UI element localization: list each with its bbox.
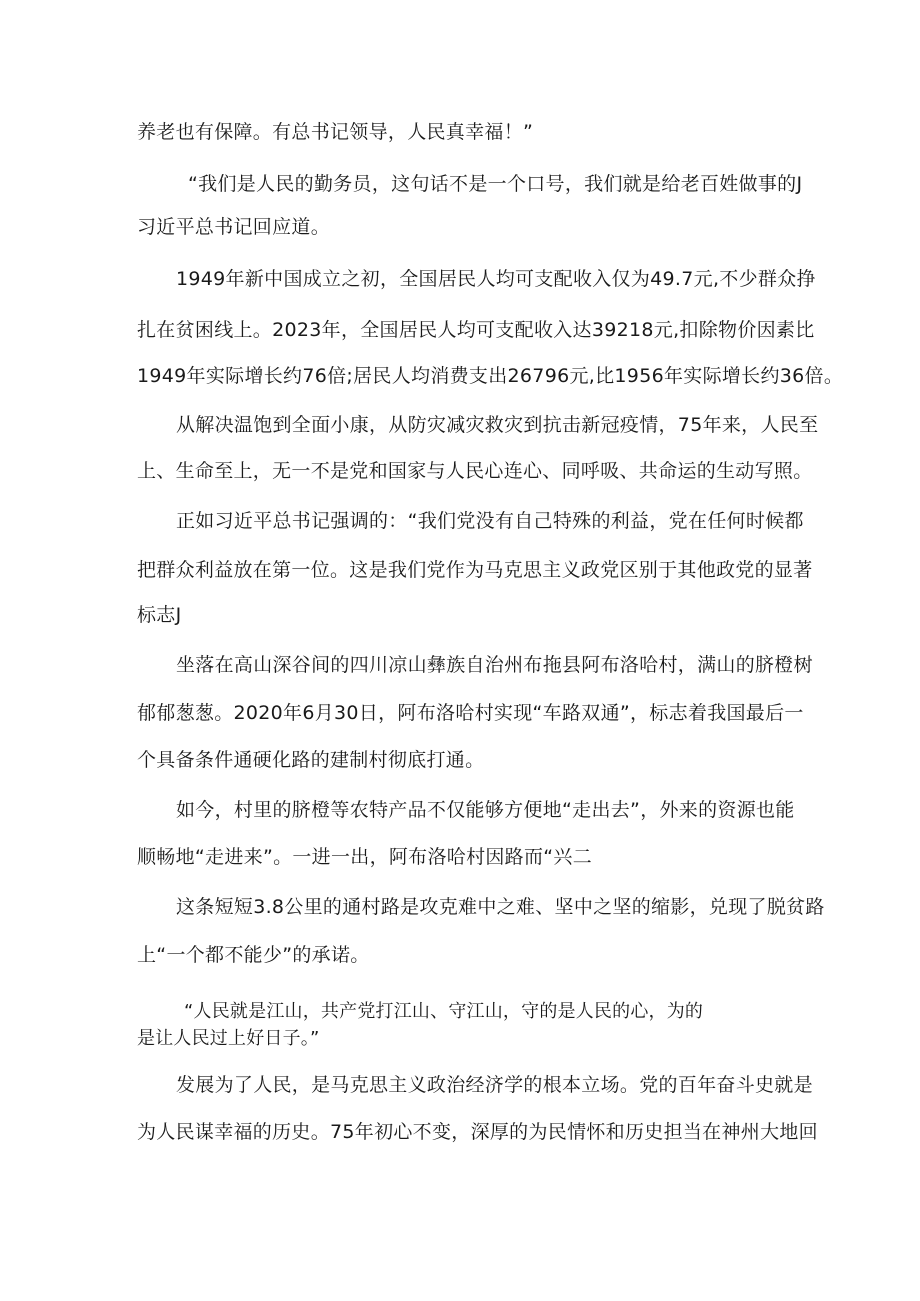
text-line: 习近平总书记回应道。 bbox=[137, 216, 331, 238]
quote-line: 是让人民过上好日子。” bbox=[137, 1028, 320, 1049]
text-line: 发展为了人民，是马克思主义政治经济学的根本立场。党的百年奋斗史就是 bbox=[176, 1074, 813, 1096]
text-line: 养老也有保障。有总书记领导，人民真幸福！” bbox=[137, 121, 534, 143]
text-line: 为人民谋幸福的历史。75年初心不变，深厚的为民情怀和历史担当在神州大地回 bbox=[137, 1121, 818, 1143]
text-line: 扎在贫困线上。2023年，全国居民人均可支配收入达39218元,扣除物价因素比 bbox=[137, 319, 815, 341]
text-line: 把群众利益放在第一位。这是我们党作为马克思主义政党区别于其他政党的显著 bbox=[137, 559, 813, 581]
quote-line: “人民就是江山，共产党打江山、守江山，守的是人民的心，为的 bbox=[184, 1001, 704, 1022]
text-line: 上、生命至上，无一不是党和国家与人民心连心、同呼吸、共命运的生动写照。 bbox=[137, 460, 813, 482]
text-line: 这条短短3.8公里的通村路是攻克难中之难、坚中之坚的缩影，兑现了脱贫路 bbox=[176, 896, 825, 918]
text-line: 上“一个都不能少”的承诺。 bbox=[137, 944, 370, 966]
text-line: 顺畅地“走进来”。一进一出，阿布洛哈村因路而“兴二 bbox=[137, 846, 593, 868]
text-line: 从解决温饱到全面小康，从防灾减灾救灾到抗击新冠疫情，75年来，人民至 bbox=[176, 414, 819, 436]
text-line: 正如习近平总书记强调的：“我们党没有自己特殊的利益，党在任何时候都 bbox=[176, 510, 804, 532]
text-line: “我们是人民的勤务员，这句话不是一个口号，我们就是给老百姓做事的J bbox=[188, 173, 803, 195]
text-line: 个具备条件通硬化路的建制村彻底打通。 bbox=[137, 749, 485, 771]
text-line: 标志J bbox=[137, 604, 182, 626]
text-line: 1949年新中国成立之初，全国居民人均可支配收入仅为49.7元,不少群众挣 bbox=[176, 268, 816, 290]
text-line: 郁郁葱葱。2020年6月30日，阿布洛哈村实现“车路双通”，标志着我国最后一 bbox=[137, 702, 804, 724]
text-line: 坐落在高山深谷间的四川凉山彝族自治州布拖县阿布洛哈村，满山的脐橙树 bbox=[176, 654, 813, 676]
text-line: 如今，村里的脐橙等农特产品不仅能够方便地“走出去”，外来的资源也能 bbox=[176, 799, 795, 821]
text-line: 1949年实际增长约76倍;居民人均消费支出26796元,比1956年实际增长约36倍。 bbox=[137, 365, 844, 387]
